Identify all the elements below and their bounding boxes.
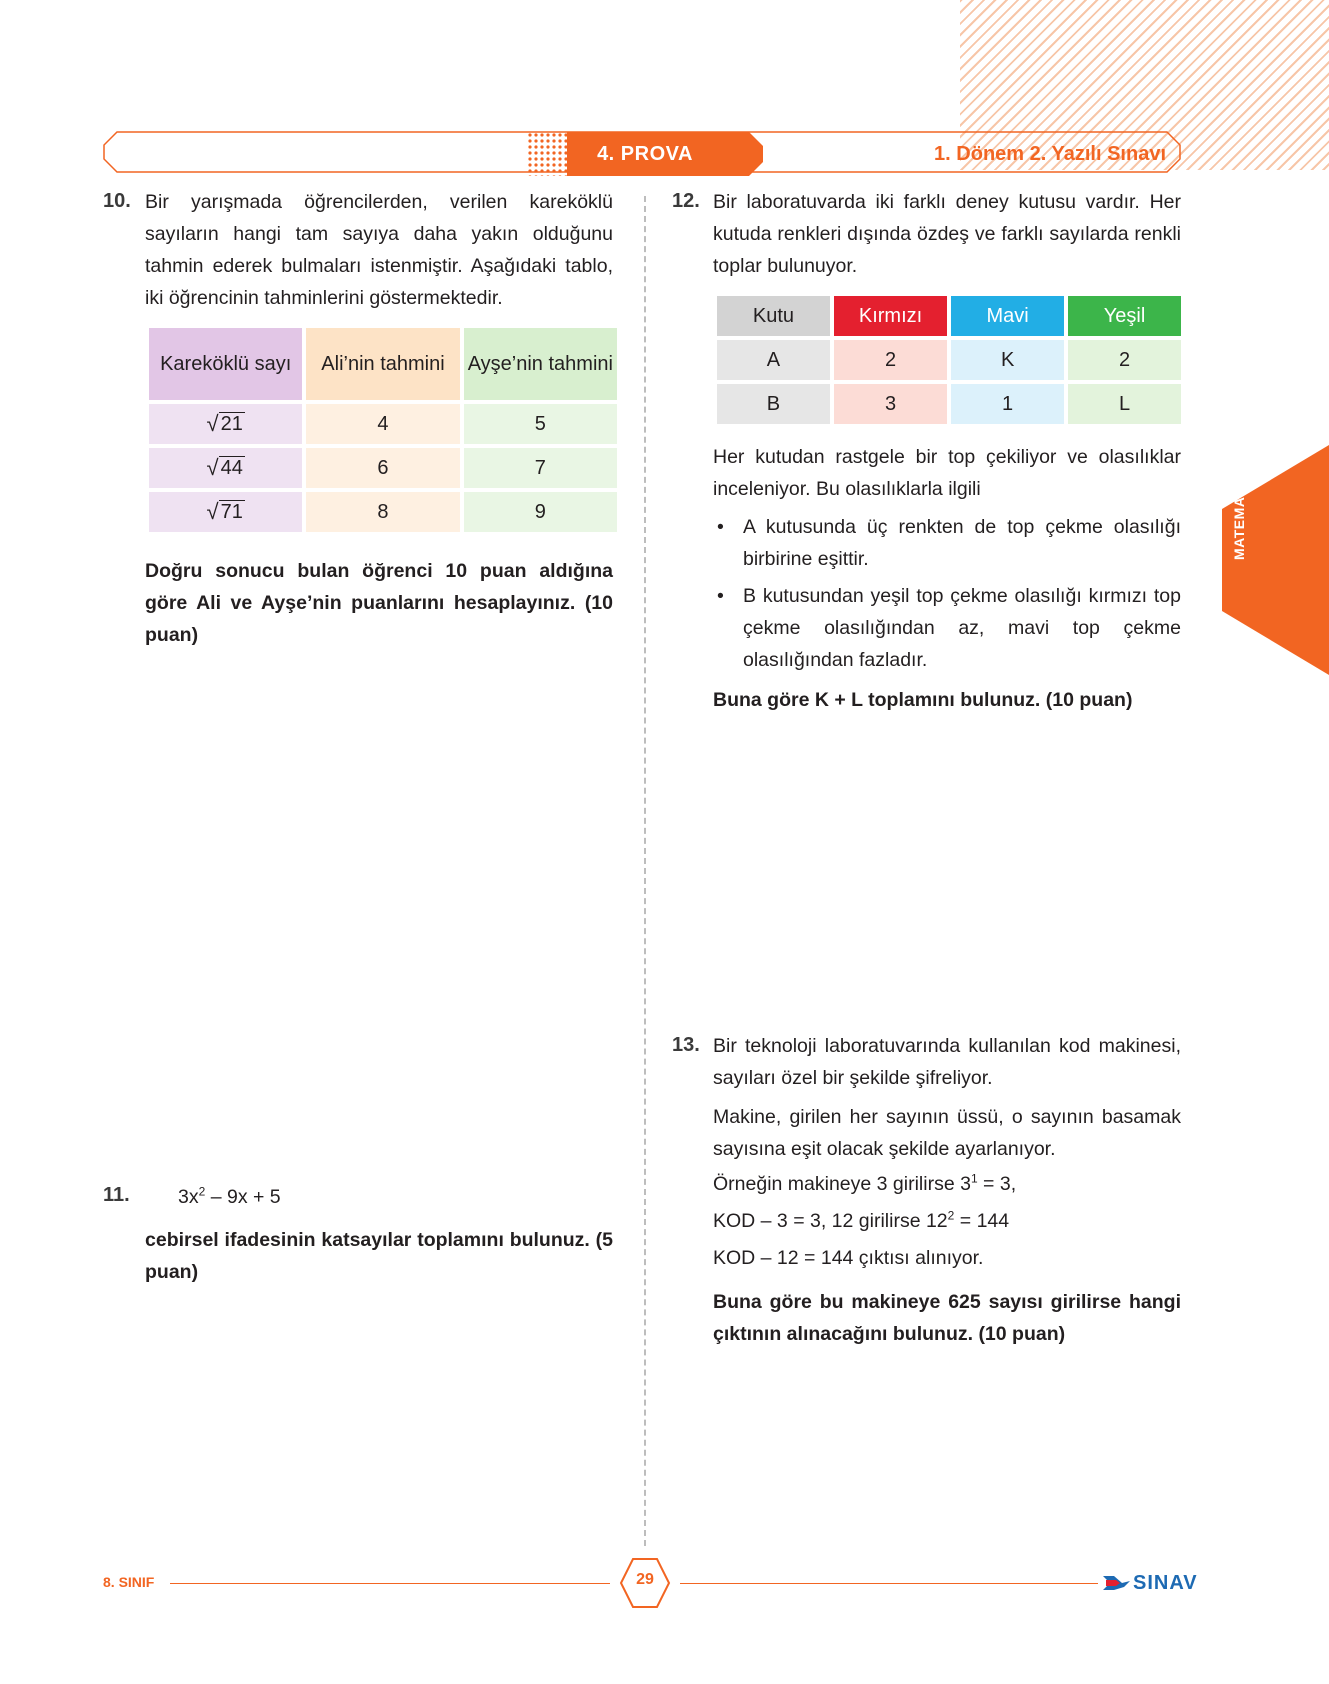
question-12-intro: Her kutudan rastgele bir top çekiliyor ve olasılıklar inceleniyor. Bu olasılıklarla ilgili	[713, 446, 1181, 500]
table-cell: 3	[834, 384, 947, 424]
table-cell: 2	[1068, 340, 1181, 380]
question-12-bullets	[713, 511, 1181, 681]
table-cell: L	[1068, 384, 1181, 424]
question-11-prompt: cebirsel ifadesinin katsayılar toplamını bulunuz. (5 puan)	[145, 1229, 613, 1283]
ali-cell: 4	[306, 404, 459, 444]
question-13-example-line-2: KOD – 3 = 3, 12 girilirse $12^2 = 144$	[713, 1208, 1010, 1232]
ali-cell: 8	[306, 492, 459, 532]
column-divider	[644, 196, 646, 1546]
table-cell: K	[951, 340, 1064, 380]
ali-cell: 6	[306, 448, 459, 488]
question-13-paragraph-2: Makine, girilen her sayının üssü, o sayının basamak sayısına eşit olacak şekilde ayarlanıyor.	[713, 1106, 1181, 1160]
question-11-number: 11.	[103, 1184, 130, 1206]
table-cell: 1	[951, 384, 1064, 424]
table-header-mavi: Mavi	[951, 296, 1064, 336]
table-cell: 2	[834, 340, 947, 380]
radical-cell: √ 21	[149, 404, 302, 444]
question-10-text: Bir yarışmada öğrencilerden, verilen kareköklü sayıların hangi tam sayıya daha yakın olduğunu tahmin ederek bulmaları istenmiştir. Aşağıdaki tablo, iki öğrencinin tahminlerini göstermektedir.	[145, 191, 613, 309]
radical-cell: √ 44	[149, 448, 302, 488]
subject-label: MATEMATİK	[1231, 473, 1247, 560]
table-header-kutu: Kutu	[717, 296, 830, 336]
exam-badge: 4. PROVA	[597, 142, 693, 165]
table-row	[149, 492, 617, 532]
question-10-number: 10.	[103, 190, 131, 212]
radical-cell: √ 71	[149, 492, 302, 532]
table-row	[149, 404, 617, 444]
exam-title: 1. Dönem 2. Yazılı Sınavı	[934, 143, 1166, 165]
question-13-paragraph-1: Bir teknoloji laboratuvarında kullanılan kod makinesi, sayıları özel bir şekilde şifreliyor.	[713, 1035, 1181, 1089]
page-number: 29	[636, 1571, 654, 1588]
question-10-table	[145, 324, 621, 536]
question-13-prompt: Buna göre bu makineye 625 sayısı girilirse hangi çıktının alınacağını bulunuz. (10 puan)	[713, 1291, 1181, 1345]
table-header-karekoklu: Kareköklü sayı	[149, 328, 302, 400]
list-item: • A kutusunda üç renkten de top çekme olasılığı birbirine eşittir.	[713, 511, 1181, 575]
table-header-kirmizi: Kırmızı	[834, 296, 947, 336]
table-row	[717, 340, 1181, 380]
question-13-example-line-3: KOD – 12 = 144 çıktısı alınıyor.	[713, 1247, 984, 1269]
table-header-yesil: Yeşil	[1068, 296, 1181, 336]
ayse-cell: 5	[464, 404, 617, 444]
brand-logo-icon	[1102, 1573, 1132, 1593]
question-13-number: 13.	[672, 1034, 700, 1056]
ayse-cell: 9	[464, 492, 617, 532]
table-cell: A	[717, 340, 830, 380]
list-item: • B kutusundan yeşil top çekme olasılığı kırmızı top çekme olasılığından az, mavi top çekme olasılığından fazladır.	[713, 580, 1181, 676]
brand-name: SINAV	[1133, 1572, 1198, 1594]
question-12-text: Bir laboratuvarda iki farklı deney kutusu vardır. Her kutuda renkleri dışında özdeş ve farklı sayılarda renkli toplar bulunuyor.	[713, 191, 1181, 277]
footer-line-left	[170, 1583, 610, 1584]
table-cell: B	[717, 384, 830, 424]
ayse-cell: 7	[464, 448, 617, 488]
table-row	[717, 384, 1181, 424]
question-12-prompt: Buna göre K + L toplamını bulunuz. (10 puan)	[713, 689, 1133, 711]
question-11-expression: $3x^2 - 9x + 5$	[178, 1184, 281, 1208]
footer-line-right	[680, 1583, 1098, 1584]
table-header-ali: Ali’nin tahmini	[306, 328, 459, 400]
question-12-number: 12.	[672, 190, 700, 212]
table-row	[149, 448, 617, 488]
question-10-prompt: Doğru sonucu bulan öğrenci 10 puan aldığına göre Ali ve Ayşe’nin puanlarını hesaplayınız. (10 puan)	[145, 560, 613, 646]
question-12-table	[713, 292, 1185, 428]
grade-label: 8. SINIF	[103, 1574, 155, 1590]
table-header-ayse: Ayşe’nin tahmini	[464, 328, 617, 400]
question-13-example-line-1: Örneğin makineye 3 girilirse $3^1 = 3$,	[713, 1171, 1017, 1195]
